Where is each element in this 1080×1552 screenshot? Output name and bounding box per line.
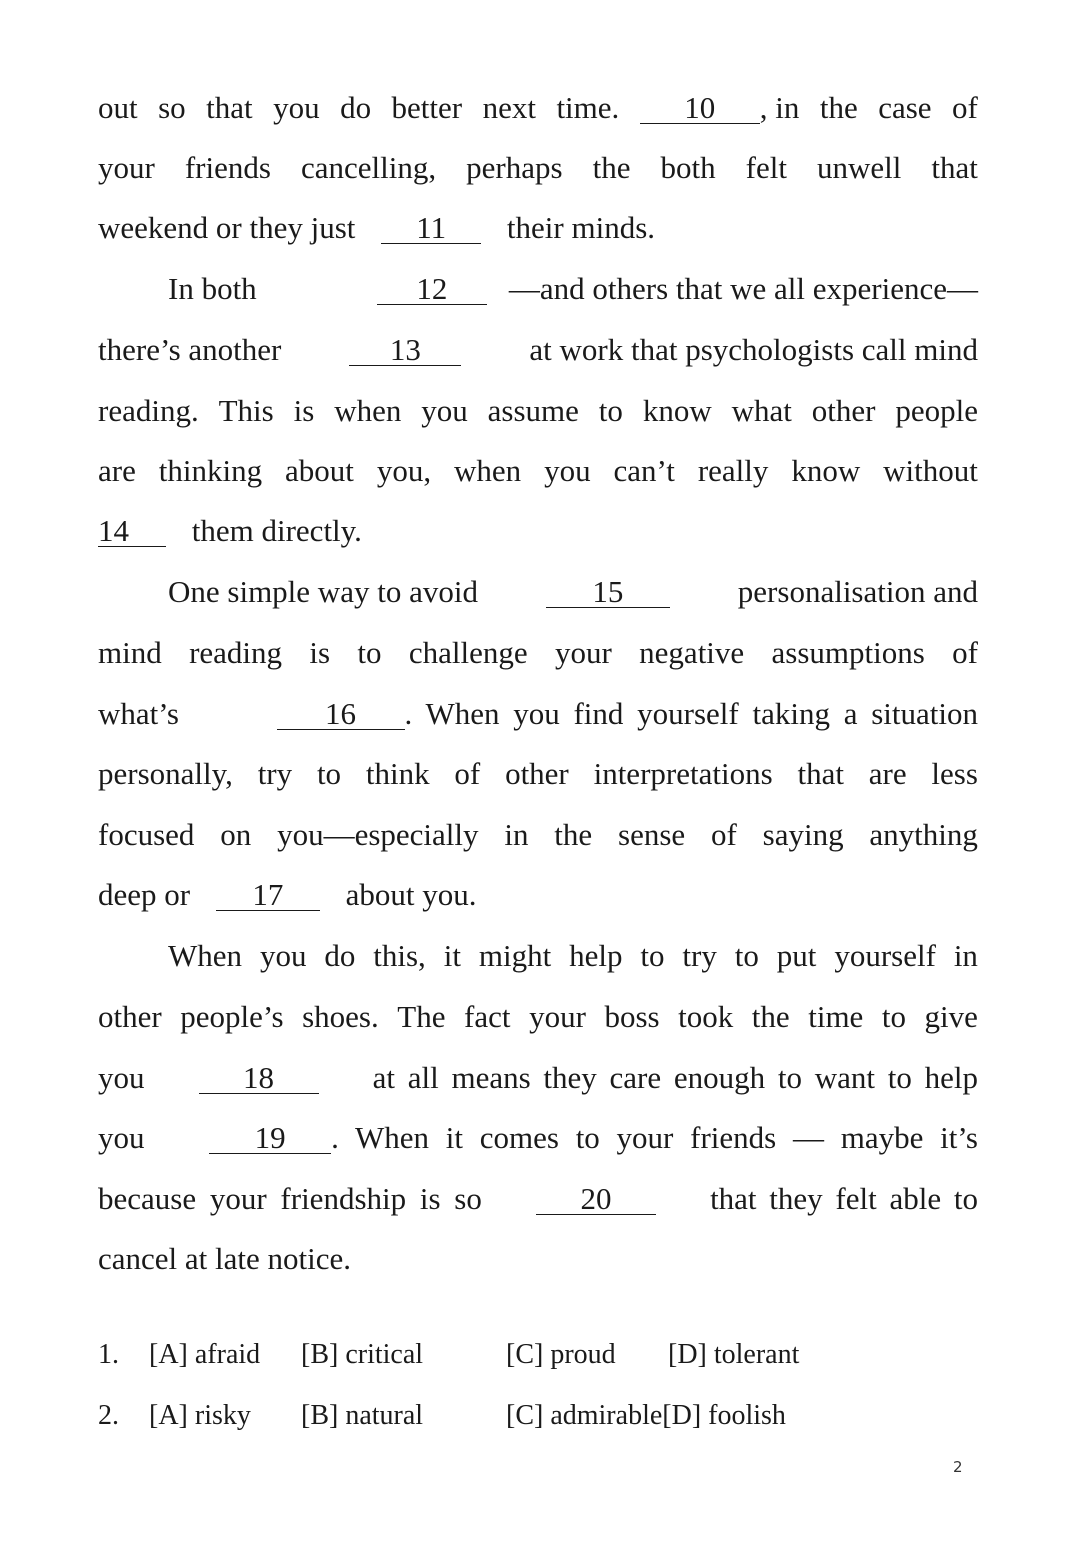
word: to bbox=[316, 756, 342, 791]
passage-line bbox=[98, 1179, 978, 1219]
text-segment: personalisation and bbox=[737, 574, 978, 609]
blank-12[interactable]: 12 bbox=[377, 274, 487, 305]
option-b[interactable]: [B] natural bbox=[301, 1400, 424, 1431]
word: fact bbox=[464, 999, 511, 1034]
word: the bbox=[751, 999, 790, 1034]
word: the bbox=[554, 817, 593, 852]
word: out bbox=[98, 90, 138, 125]
text-segment: at all means they care enough to want to help bbox=[372, 1060, 978, 1095]
passage-line bbox=[98, 875, 978, 915]
word: the bbox=[819, 90, 858, 125]
word: cancelling, bbox=[300, 150, 437, 185]
word: other bbox=[811, 393, 876, 428]
word: you bbox=[544, 453, 591, 488]
passage-line bbox=[98, 633, 978, 673]
word: boss bbox=[604, 999, 660, 1034]
text-segment: about you. bbox=[345, 877, 477, 912]
word: about bbox=[285, 453, 354, 488]
word: personally, bbox=[98, 756, 233, 791]
passage-line bbox=[98, 511, 978, 551]
word: in bbox=[953, 938, 978, 973]
word: challenge bbox=[408, 635, 528, 670]
text-segment: deep or bbox=[98, 877, 191, 912]
text-segment: you bbox=[98, 1120, 145, 1155]
option-b[interactable]: [B] critical bbox=[301, 1339, 424, 1370]
passage-line bbox=[168, 936, 978, 976]
word: to bbox=[357, 635, 382, 670]
text-segment: —and others that we all experience— bbox=[508, 271, 978, 306]
word: you—especially bbox=[277, 817, 479, 852]
text-segment: cancel at late notice. bbox=[98, 1241, 352, 1276]
text-segment: their minds. bbox=[506, 210, 656, 245]
word: assumptions bbox=[771, 635, 925, 670]
text-segment: because your friendship is so bbox=[98, 1181, 482, 1216]
question-options bbox=[98, 1398, 858, 1434]
text-segment: . When it comes to your friends — maybe it’s bbox=[331, 1120, 978, 1155]
blank-15[interactable]: 15 bbox=[546, 577, 670, 608]
word: are bbox=[98, 453, 136, 488]
word: help bbox=[569, 938, 623, 973]
word: are bbox=[868, 756, 907, 791]
word: took bbox=[678, 999, 734, 1034]
word: assume bbox=[487, 393, 579, 428]
passage-line bbox=[98, 330, 978, 370]
blank-20[interactable]: 20 bbox=[536, 1184, 656, 1215]
word: saying bbox=[762, 817, 844, 852]
text-segment: that they felt able to bbox=[710, 1181, 978, 1216]
word: your bbox=[98, 150, 155, 185]
word: yourself bbox=[834, 938, 936, 973]
word: both bbox=[660, 150, 716, 185]
word: people bbox=[895, 393, 978, 428]
word: perhaps bbox=[466, 150, 563, 185]
word: case bbox=[878, 90, 932, 125]
option-c-d[interactable]: [C] admirable[D] foolish bbox=[506, 1400, 786, 1431]
passage-line bbox=[98, 1118, 978, 1158]
text-segment: In both bbox=[168, 271, 257, 306]
passage-line bbox=[168, 572, 978, 612]
word: people’s bbox=[180, 999, 284, 1034]
blank-13[interactable]: 13 bbox=[349, 335, 461, 366]
word: when bbox=[334, 393, 402, 428]
word: shoes. bbox=[302, 999, 379, 1034]
word: other bbox=[505, 756, 569, 791]
text-segment: them directly. bbox=[191, 513, 362, 548]
text-segment: at work that psychologists call mind bbox=[529, 332, 978, 367]
word: reading. bbox=[98, 393, 199, 428]
word: sense bbox=[618, 817, 686, 852]
word: when bbox=[454, 453, 522, 488]
word: in bbox=[504, 817, 529, 852]
word: that bbox=[931, 150, 978, 185]
word: the bbox=[592, 150, 631, 185]
text-segment: One simple way to avoid bbox=[168, 574, 478, 609]
passage-line bbox=[98, 997, 978, 1037]
word: really bbox=[697, 453, 769, 488]
question-options bbox=[98, 1337, 858, 1373]
blank-18[interactable]: 18 bbox=[199, 1063, 319, 1094]
passage-line bbox=[98, 1058, 978, 1098]
blank-16[interactable]: 16 bbox=[277, 699, 405, 730]
word: can’t bbox=[613, 453, 675, 488]
word: think bbox=[365, 756, 430, 791]
word: of bbox=[952, 90, 978, 125]
text-segment: you bbox=[98, 1060, 145, 1095]
word: other bbox=[98, 999, 162, 1034]
blank-19[interactable]: 19 bbox=[209, 1123, 331, 1154]
blank-17[interactable]: 17 bbox=[216, 880, 320, 911]
word: know bbox=[642, 393, 712, 428]
word: is bbox=[293, 393, 315, 428]
passage-line bbox=[98, 815, 978, 855]
word: try bbox=[682, 938, 717, 973]
word: is bbox=[309, 635, 331, 670]
text-segment: . When you find yourself taking a situation bbox=[404, 696, 978, 731]
word: to bbox=[881, 999, 906, 1034]
blank-10[interactable]: 10 bbox=[640, 93, 760, 124]
option-a[interactable]: [A] risky bbox=[149, 1400, 251, 1431]
passage-line bbox=[98, 148, 978, 188]
word: so bbox=[158, 90, 186, 125]
word: that bbox=[797, 756, 844, 791]
option-d[interactable]: [D] tolerant bbox=[668, 1339, 800, 1370]
word: felt bbox=[745, 150, 787, 185]
word: of bbox=[952, 635, 978, 670]
word: to bbox=[734, 938, 759, 973]
word: When bbox=[168, 938, 243, 973]
word: time. bbox=[556, 90, 620, 125]
word: next bbox=[482, 90, 536, 125]
question-number: 2. bbox=[98, 1400, 119, 1431]
passage-line bbox=[98, 754, 978, 794]
word: mind bbox=[98, 635, 162, 670]
word: this, bbox=[373, 938, 426, 973]
blank-14[interactable]: 14 bbox=[98, 516, 166, 547]
blank-11[interactable]: 11 bbox=[381, 213, 481, 244]
word: your bbox=[529, 999, 586, 1034]
word: thinking bbox=[158, 453, 263, 488]
page-number: 2 bbox=[953, 1458, 963, 1476]
word: time bbox=[808, 999, 864, 1034]
word: less bbox=[931, 756, 978, 791]
word: of bbox=[454, 756, 481, 791]
passage-line bbox=[98, 391, 978, 431]
word: know bbox=[791, 453, 861, 488]
word: put bbox=[776, 938, 817, 973]
text-segment: weekend or they just bbox=[98, 210, 356, 245]
word: without bbox=[883, 453, 978, 488]
word: you bbox=[273, 90, 320, 125]
word: better bbox=[391, 90, 463, 125]
word: give bbox=[924, 999, 978, 1034]
word: , in bbox=[759, 90, 800, 125]
passage-line bbox=[98, 88, 978, 128]
passage-line bbox=[168, 269, 978, 309]
passage-line bbox=[98, 694, 978, 734]
word: interpretations bbox=[593, 756, 773, 791]
word: might bbox=[478, 938, 552, 973]
text-segment: there’s another bbox=[98, 332, 282, 367]
word: it bbox=[443, 938, 461, 973]
word: you, bbox=[376, 453, 432, 488]
word: what bbox=[731, 393, 792, 428]
word: that bbox=[206, 90, 253, 125]
word: your bbox=[555, 635, 612, 670]
word: do bbox=[324, 938, 356, 973]
passage-line bbox=[98, 208, 978, 248]
word: of bbox=[710, 817, 737, 852]
word: you bbox=[259, 938, 307, 973]
word: you bbox=[421, 393, 468, 428]
word: unwell bbox=[817, 150, 902, 185]
passage-line bbox=[98, 451, 978, 491]
text-segment: what’s bbox=[98, 696, 179, 731]
word: anything bbox=[869, 817, 978, 852]
word: The bbox=[397, 999, 446, 1034]
word: try bbox=[257, 756, 293, 791]
passage-line bbox=[98, 1239, 978, 1279]
option-a[interactable]: [A] afraid bbox=[149, 1339, 261, 1370]
word: friends bbox=[184, 150, 271, 185]
option-c[interactable]: [C] proud bbox=[506, 1339, 616, 1370]
word: negative bbox=[639, 635, 745, 670]
word: reading bbox=[189, 635, 283, 670]
word: to bbox=[598, 393, 623, 428]
word: to bbox=[640, 938, 665, 973]
word: focused bbox=[98, 817, 195, 852]
word: do bbox=[340, 90, 372, 125]
question-number: 1. bbox=[98, 1339, 119, 1370]
word: on bbox=[220, 817, 252, 852]
word: This bbox=[218, 393, 274, 428]
